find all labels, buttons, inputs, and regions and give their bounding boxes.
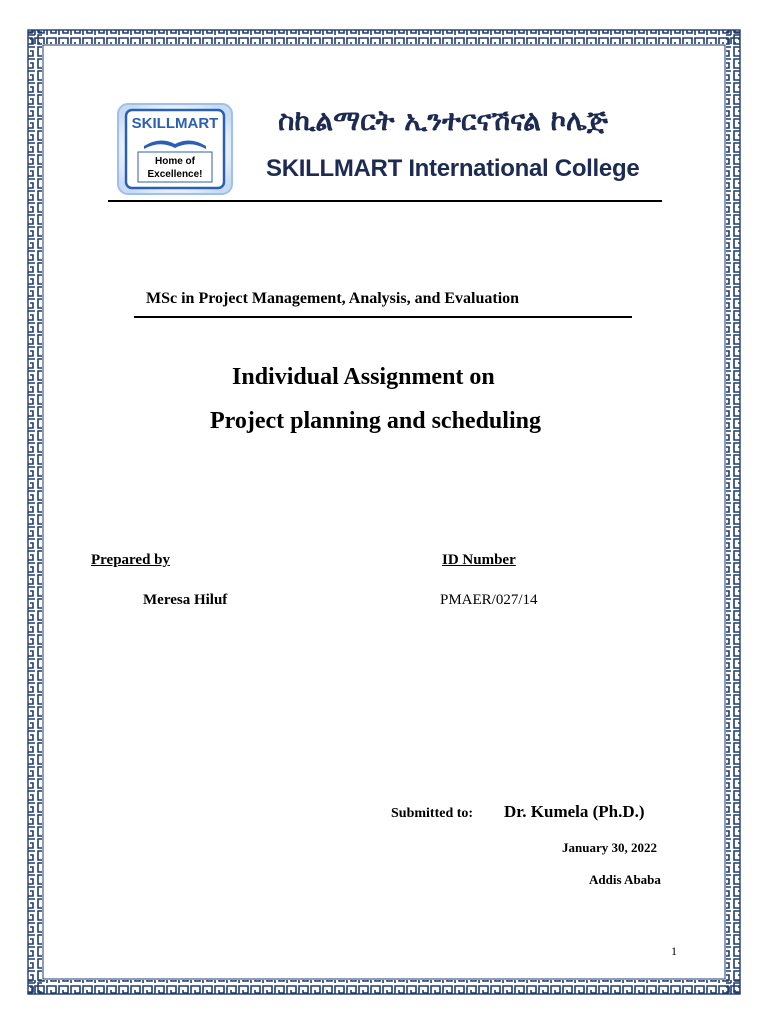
submitted-to-name: Dr. Kumela (Ph.D.) <box>504 802 645 821</box>
id-number-label: ID Number <box>442 552 516 568</box>
id-number-value: PMAER/027/14 <box>440 592 538 608</box>
preparer-name: Meresa Hiluf <box>143 592 228 608</box>
submission-place: Addis Ababa <box>589 872 661 887</box>
submitted-to-label: Submitted to: <box>391 806 474 821</box>
logo-tagline-2: Excellence! <box>147 169 203 180</box>
college-logo <box>116 102 234 196</box>
college-name-amharic: ስኪልማርት ኢንተርናሽናል ኮሌጅ <box>278 104 608 137</box>
logo-tagline-1: Home of <box>155 156 195 167</box>
logo-brand-text: SKILLMART <box>131 115 219 132</box>
college-name-english: SKILLMART International College <box>266 155 640 182</box>
program-divider <box>134 316 632 318</box>
header-divider <box>108 200 662 202</box>
page-number: 1 <box>671 944 677 958</box>
prepared-by-label: Prepared by <box>91 552 171 568</box>
submission-date: January 30, 2022 <box>562 840 657 855</box>
program-name: MSc in Project Management, Analysis, and Evaluation <box>146 290 520 307</box>
assignment-title-line1: Individual Assignment on <box>232 364 495 390</box>
assignment-title-line2: Project planning and scheduling <box>210 408 541 434</box>
